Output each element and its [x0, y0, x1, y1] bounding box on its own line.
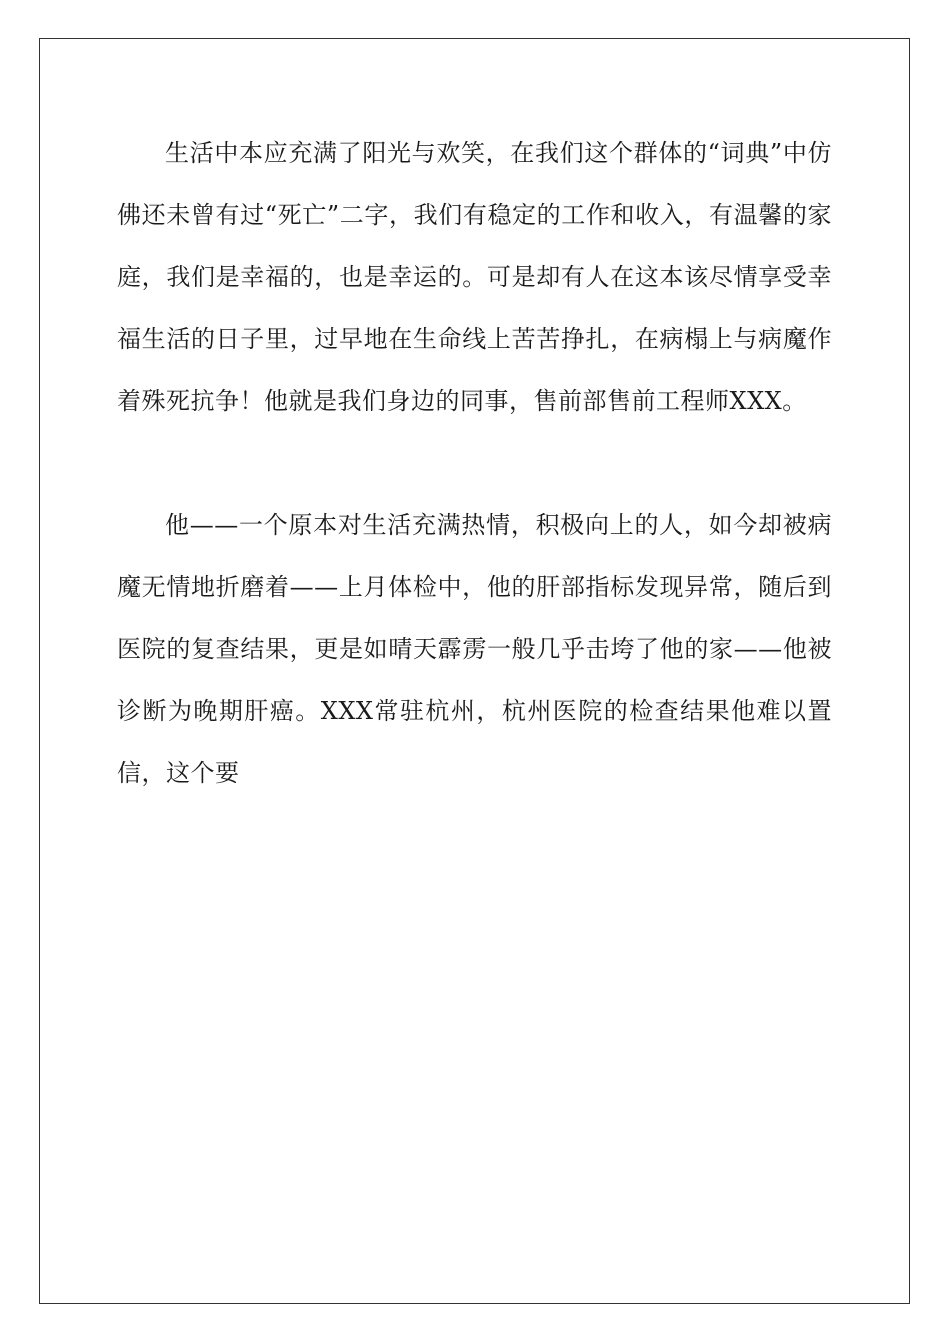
paragraph-2: 他——一个原本对生活充满热情，积极向上的人，如今却被病魔无情地折磨着——上月体检中，他的肝部指标发现异常，随后到医院的复查结果，更是如晴天霹雳一般几乎击垮了他的家——他被诊断为晚期肝癌。XXX常驻杭州，杭州医院的检查结果他难以置信，这个要 — [117, 511, 832, 787]
document-body — [117, 122, 832, 804]
paragraph-1: 生活中本应充满了阳光与欢笑，在我们这个群体的“词典”中仿佛还未曾有过“死亡”二字，我们有稳定的工作和收入，有温馨的家庭，我们是幸福的，也是幸运的。可是却有人在这本该尽情享受幸福生活的日子里，过早地在生命线上苦苦挣扎，在病榻上与病魔作着殊死抗争！他就是我们身边的同事，售前部售前工程师XXX。 — [117, 139, 832, 415]
